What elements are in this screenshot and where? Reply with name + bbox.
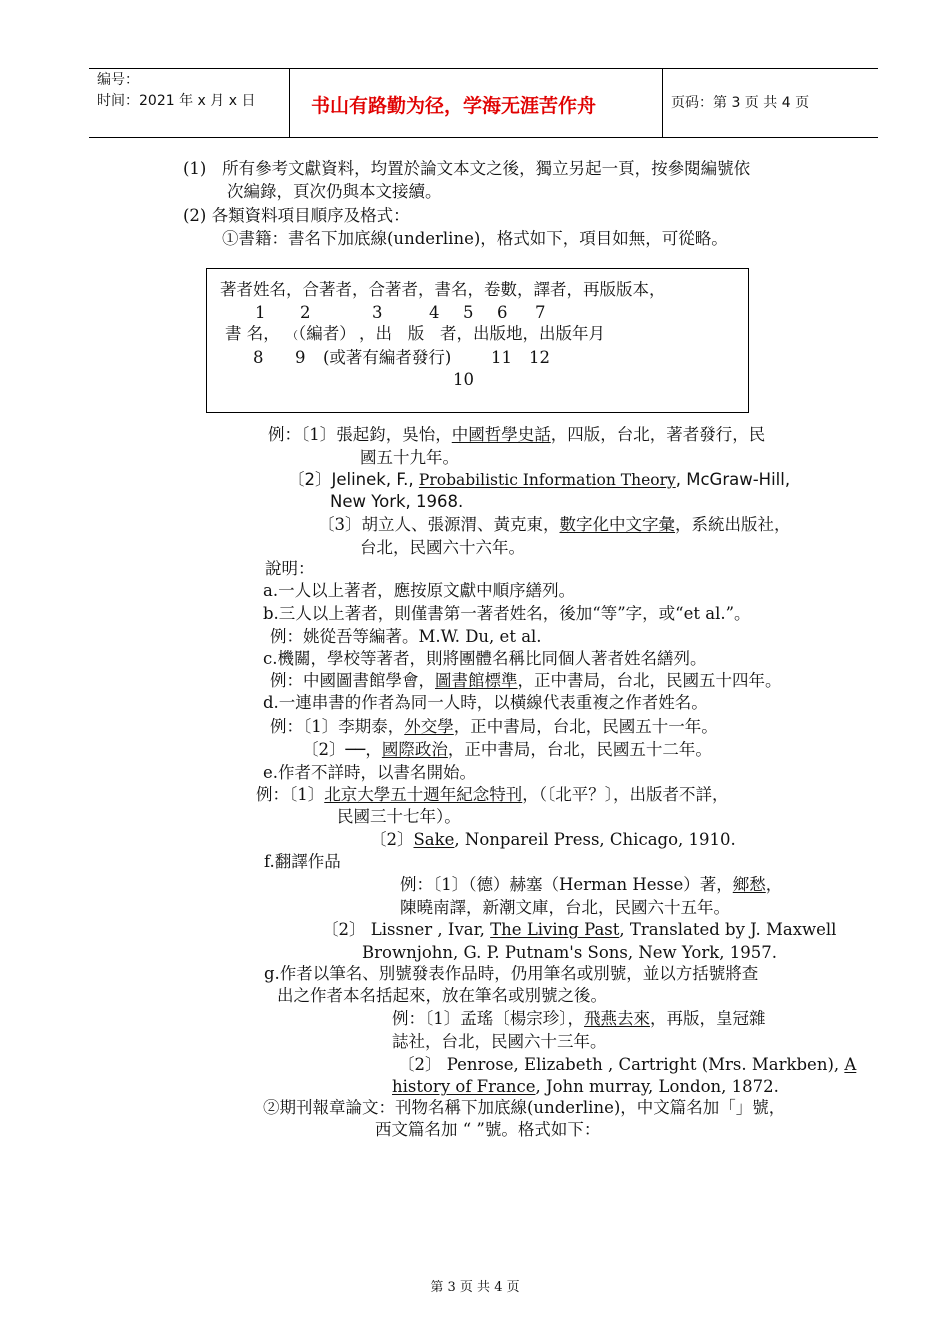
- note-e-example-1: [256, 784, 729, 806]
- note-c-example: [270, 670, 782, 692]
- example-text: 〔2〕Jelinek, F.,: [288, 470, 414, 489]
- example-text: , Translated by J. Maxwell: [619, 920, 837, 939]
- example-text: 例：〔1〕李期泰，: [270, 717, 405, 736]
- header-divider: [662, 69, 663, 137]
- format-row-2-title: 書 名，: [225, 324, 280, 343]
- example-line: New York, 1968.: [330, 492, 464, 511]
- page-info-label: 页码：第 3 页 共 4 页: [671, 95, 810, 111]
- format-index: 9: [295, 348, 306, 367]
- document-time-label: 时间：2021 年 x 月 x 日: [97, 93, 256, 109]
- section-books-heading: ①書籍：書名下加底線(underline)，格式如下，項目如無，可從略。: [222, 229, 728, 248]
- example-text: 〔3〕胡立人、張源渭、黃克東，: [318, 515, 560, 534]
- para-1-line-1: (1) 所有參考文獻資料，均置於論文本文之後，獨立另起一頁，按參閱編號依: [183, 159, 751, 178]
- notes-heading: 說明：: [265, 559, 315, 578]
- example-text: ，: [765, 875, 783, 894]
- format-index: 4: [429, 303, 440, 322]
- example-text: ，（〔北平？〕，出版者不詳，: [522, 785, 729, 804]
- example-text: 〔2〕──，: [302, 740, 382, 759]
- example-book-title: 數字化中文字彙: [559, 515, 675, 534]
- header-motto: 书山有路勤为径，学海无涯苦作舟: [311, 95, 597, 117]
- example-text: 例：中國圖書館學會，: [270, 671, 435, 690]
- book-format-box: [206, 268, 749, 413]
- example-line: 國五十九年。: [360, 448, 459, 467]
- example-text: 例：〔1〕（德）赫塞（Herman Hesse）著，: [400, 875, 733, 894]
- example-text: 〔2〕: [370, 830, 414, 849]
- format-index: 8: [253, 348, 264, 367]
- page-footer: 第 3 页 共 4 页: [430, 1280, 520, 1295]
- format-index: 10: [453, 370, 474, 389]
- example-line: [288, 469, 790, 491]
- example-book-title: The Living Past: [490, 920, 620, 939]
- example-text: 例：〔1〕張起鈞，吳怡，: [268, 425, 452, 444]
- note-g-line-1: g.作者以筆名、別號發表作品時，仍用筆名或別號，並以方括號將查: [264, 964, 759, 983]
- note-b: b.三人以上著者，則僅書第一著者姓名，後加“等”字，或“et al.”。: [263, 604, 751, 623]
- example-line: 民國三十七年）。: [337, 807, 461, 826]
- example-book-title: 飛燕去來: [584, 1009, 650, 1028]
- example-text: ，正中書局，台北，民國五十四年。: [517, 671, 782, 690]
- note-e: e.作者不詳時，以書名開始。: [263, 763, 477, 782]
- example-text: ，再版，皇冠雜: [650, 1009, 766, 1028]
- note-e-example-2: [370, 829, 736, 851]
- format-index: 1: [255, 303, 266, 322]
- example-text: ，四版，台北，著者發行，民: [550, 425, 766, 444]
- note-f: f.翻譯作品: [264, 852, 341, 871]
- example-text: 例：〔1〕孟瑤〔楊宗珍〕，: [392, 1009, 584, 1028]
- example-text: 例：〔1〕: [256, 785, 325, 804]
- example-line: 誌社，台北，民國六十三年。: [392, 1032, 607, 1051]
- format-index: 7: [535, 303, 546, 322]
- note-a: a.一人以上著者，應按原文獻中順序繕列。: [263, 581, 576, 600]
- format-index: 2: [300, 303, 311, 322]
- format-row-1: 著者姓名，合著者，合著者，書名，卷數，譯者，再版版本，: [220, 280, 666, 299]
- format-editor-text: （編者）: [298, 324, 356, 343]
- note-d: d.一連串書的作者為同一人時，以橫線代表重複之作者姓名。: [263, 693, 708, 712]
- example-line: 陳曉南譯，新潮文庫，台北，民國六十五年。: [400, 898, 730, 917]
- format-row-2-editor: （（編者）: [287, 324, 356, 343]
- section-periodicals-heading: ②期刊報章論文：刊物名稱下加底線(underline)，中文篇名加「」號，: [263, 1098, 786, 1117]
- note-d-example-2: [302, 739, 712, 761]
- example-text: , Nonpareil Press, Chicago, 1910.: [454, 830, 736, 849]
- example-book-title: history of France: [392, 1077, 536, 1096]
- example-book-title: Probabilistic Information Theory: [418, 471, 676, 489]
- header-divider: [289, 69, 290, 137]
- example-text: ，正中書局，台北，民國五十二年。: [447, 740, 712, 759]
- section-periodicals-line-2: 西文篇名加 “ ”號。格式如下：: [375, 1120, 601, 1139]
- example-book-title: A: [844, 1055, 857, 1074]
- format-index: 3: [372, 303, 383, 322]
- note-d-example-1: [270, 716, 718, 738]
- example-book-title: Sake: [413, 830, 455, 849]
- example-book-title: 北京大學五十週年紀念特刊: [324, 785, 523, 804]
- example-line: 台北，民國六十六年。: [360, 538, 525, 557]
- note-g-line-2: 出之作者本名括起來，放在筆名或別號之後。: [277, 986, 607, 1005]
- example-text: , John murray, London, 1872.: [535, 1077, 779, 1096]
- example-text: ，正中書局，台北，民國五十一年。: [453, 717, 718, 736]
- note-g-example-2: [398, 1054, 856, 1076]
- example-book-title: 外交學: [404, 717, 454, 736]
- format-row-2-rest: ，出 版 者，出版地，出版年月: [359, 324, 605, 343]
- example-book-title: 圖書館標準: [435, 671, 518, 690]
- example-line: [392, 1076, 779, 1098]
- example-line: Brownjohn, G. P. Putnam's Sons, New York, 1957.: [362, 943, 777, 962]
- format-index: 11: [491, 348, 512, 367]
- example-line: [268, 424, 765, 446]
- note-b-example: 例：姚從吾等編著。M.W. Du, et al.: [270, 627, 542, 646]
- example-text: 〔2〕 Penrose, Elizabeth , Cartright (Mrs. Markben),: [398, 1055, 845, 1074]
- format-index: 12: [529, 348, 550, 367]
- example-book-title: 鄉愁: [732, 875, 766, 894]
- format-index-note: (或著有編者發行): [323, 348, 452, 367]
- para-2-heading: (2) 各類資料項目順序及格式：: [183, 206, 410, 225]
- example-line: [318, 514, 791, 536]
- note-f-example-1: [400, 874, 782, 896]
- example-book-title: 國際政治: [381, 740, 448, 759]
- document-number-label: 编号：: [97, 72, 139, 88]
- para-1-line-2: 次編錄，頁次仍與本文接續。: [227, 182, 442, 201]
- example-text: , McGraw-Hill,: [675, 470, 791, 489]
- example-book-title: 中國哲學史話: [451, 425, 551, 444]
- example-text: 〔2〕 Lissner , Ivar,: [322, 920, 491, 939]
- example-text: ，系統出版社，: [675, 515, 791, 534]
- format-index: 6: [497, 303, 508, 322]
- page-header: [89, 68, 878, 138]
- note-c: c.機關，學校等著者，則將團體名稱比同個人著者姓名繕列。: [263, 649, 707, 668]
- note-g-example-1: [392, 1008, 766, 1030]
- note-f-example-2: [322, 919, 836, 941]
- format-index: 5: [463, 303, 474, 322]
